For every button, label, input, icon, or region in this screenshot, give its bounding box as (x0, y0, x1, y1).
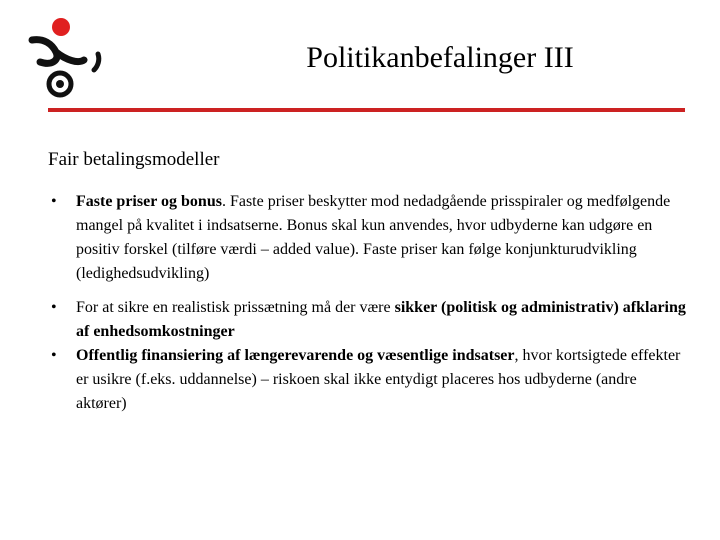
logo-icon (22, 14, 104, 104)
bullet-item-1 (48, 190, 688, 286)
bullet-2-text: For at sikre en realistisk prissætning må der være (76, 299, 395, 316)
title-rule (48, 108, 685, 112)
logo-head (52, 18, 70, 36)
slide-title: Politikanbefalinger III (306, 41, 574, 74)
bullet-dot: • (51, 299, 57, 316)
logo-body (32, 40, 84, 64)
bullet-dot: • (51, 193, 57, 210)
logo-dot (56, 80, 64, 88)
logo-tick (94, 54, 99, 70)
slide-subtitle: Fair betalingsmodeller (48, 149, 220, 170)
bullet-1-bold: Faste priser og bonus (76, 193, 222, 210)
bullet-3-text: , hvor kortsigtede effekter er usikre (f.eks. uddannelse) – riskoen skal ikke entydigt placeres hos udbyderne (andre aktører) (76, 347, 681, 412)
bullet-dot: • (51, 347, 57, 364)
bullet-1-text: . Faste priser beskytter mod nedadgående prisspiraler og medfølgende mangel på kvalitet i indsatserne. Bonus skal kun anvendes, hvor udbyderne kan udgøre en positiv forskel (tilføre værdi – added value). Faste priser kan følge konjunkturudvikling (ledighedsudvikling) (76, 193, 671, 282)
bullet-item-2 (48, 296, 688, 344)
bullet-3-bold: Offentlig finansiering af længerevarende og væsentlige indsatser (76, 347, 515, 364)
bullet-list (48, 190, 688, 416)
bullet-2-bold: sikker (politisk og administrativ) afklaring af enhedsomkostninger (76, 299, 686, 340)
bullet-item-3 (48, 344, 688, 416)
